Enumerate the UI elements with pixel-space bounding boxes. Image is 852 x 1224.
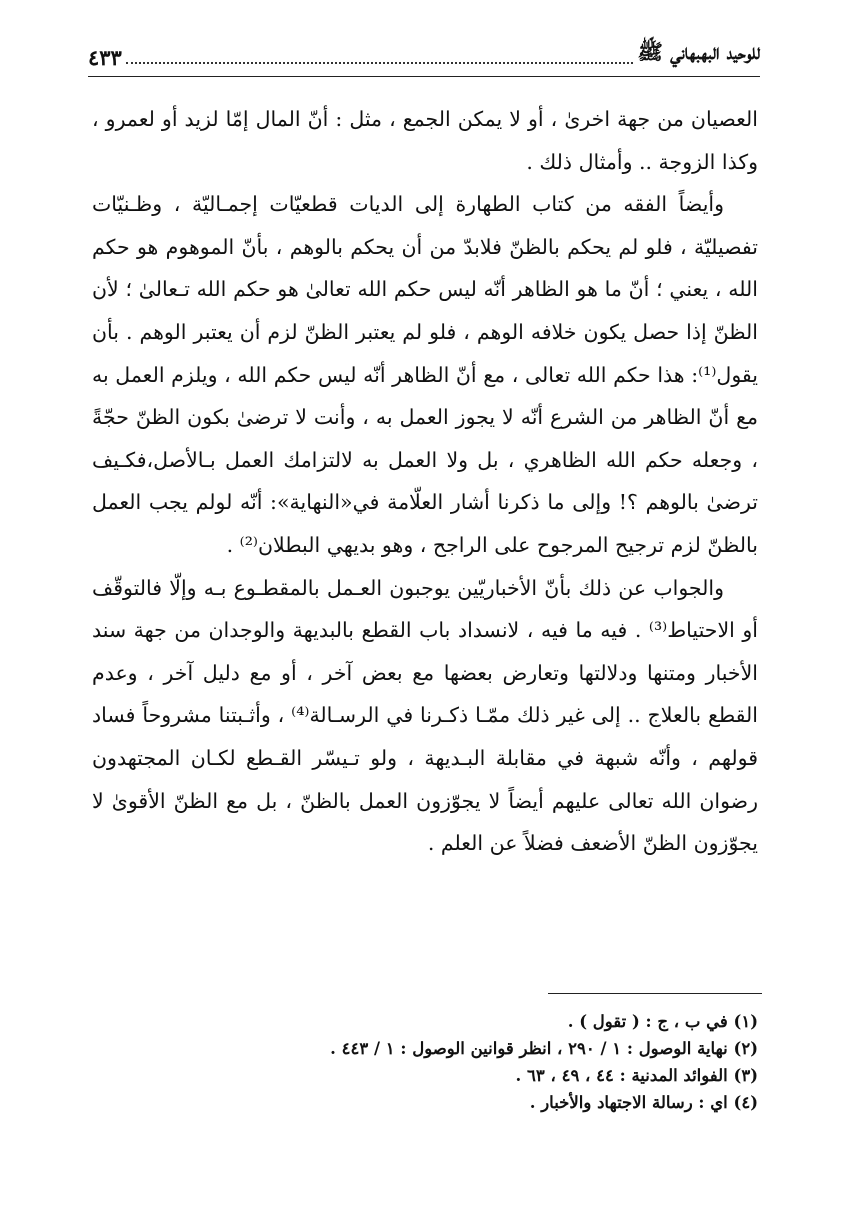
paragraph-2: وأيضاً الفقه من كتاب الطهارة إلى الديات قطعيّات إجمـاليّة ، وظـنيّات تفصيليّة ، فلو لم يحكم بالظنّ فلابدّ من أن يحكم بالوهم ، بأنّ الموهوم هو حكم الله ، يعني ؛ أنّ ما هو الظاهر أنّه ليس حكم الله تعالىٰ هو حكم الله تـعالىٰ ؛ لأن الظنّ إذا حصل يكون خلافه الوهم ، فلو لم يعتبر الظنّ لزم أن يعتبر الوهم . بأن يقول⁽¹⁾: هذا حكم الله تعالى ، مع أنّ الظاهر أنّه ليس حكم الله ، ويلزم العمل به مع أنّ الظاهر من الشرع أنّه لا يجوز العمل به ، وأنت لا ترضىٰ بكون الظنّ حجّةً ، وجعله حكم الله الظاهري ، بل ولا العمل به لالتزامك العمل بـالأصل،فكـيف ترضىٰ بالوهم ؟! وإلى ما ذكرنا أشار العلّامة في«النهاية»: أنّه لولم يجب العمل بالظنّ لزم ترجيح المرجوح على الراجح ، وهو بديهي البطلان⁽²⁾ . xyxy=(92,192,758,557)
page-number: ٤٣٣ xyxy=(88,45,122,70)
footnote-2: (٢) نهاية الوصول : ١ / ٢٩٠ ، انظر قوانين الوصول : ١ / ٤٤٣ . xyxy=(330,1039,758,1058)
running-title: للوحيد البهبهاني ﷺ xyxy=(637,39,760,64)
footnote-3: (٣) الفوائد المدنية : ٤٤ ، ٤٩ ، ٦٣ . xyxy=(515,1066,758,1085)
paragraph-3: والجواب عن ذلك بأنّ الأخباريّين يوجبون العـمل بالمقطـوع بـه وإلّا فالتوقّف أو الاحتياط⁽³⁾ . فيه ما فيه ، لانسداد باب القطع بالبديهة والوجدان من جهة سند الأخبار ومتنها ودلالتها وتعارض بعضها مع بعض آخر ، أو مع دليل آخر ، وعدم القطع بالعلاج .. إلى غير ذلك ممّـا ذكـرنا في الرسـالة⁽⁴⁾ ، وأثـبتنا مشروحاً فساد قولهم ، وأنّه شبهة في مقابلة البـديهة ، ولو تـيسّر القـطع لكـان المجتهدون رضوان الله تعالى عليهم أيضاً لا يجوّزون العمل بالظنّ ، بل مع الظنّ الأقوىٰ لا يجوّزون الظنّ الأضعف فضلاً عن العلم . xyxy=(92,575,758,856)
footnote-4: (٤) اي : رسالة الاجتهاد والأخبار . xyxy=(529,1093,758,1112)
footnote-1: (١) في ب ، ج : ( تقول ) . xyxy=(567,1012,758,1031)
footnote-separator xyxy=(548,993,762,994)
page-header xyxy=(88,26,760,77)
paragraph-1: العصيان من جهة اخرىٰ ، أو لا يمكن الجمع ، مثل : أنّ المال إمّا لزيد أو لعمرو ، وكذا الزوجة .. وأمثال ذلك . xyxy=(92,107,758,174)
main-text xyxy=(92,98,758,865)
footnotes xyxy=(92,1008,758,1116)
header-dotted-leader xyxy=(126,61,634,64)
